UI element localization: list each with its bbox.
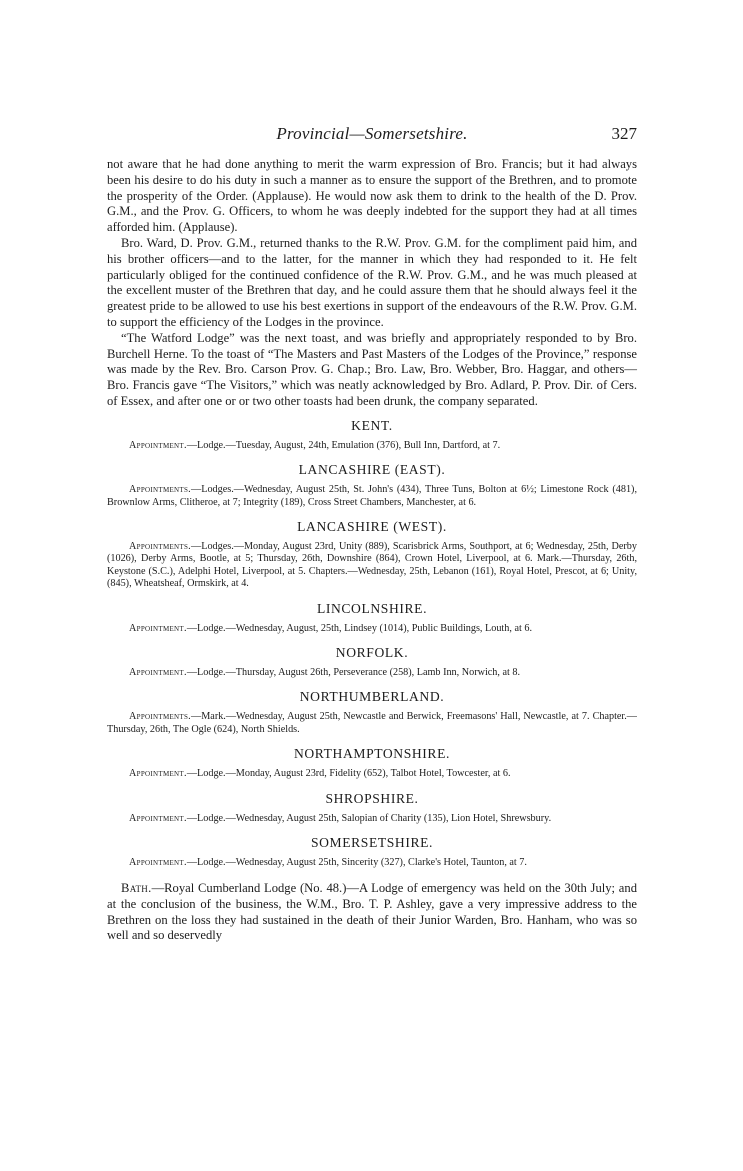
appointment-label: Appointments. [129,540,192,552]
appointment-text: —Lodge.—Tuesday, August, 24th, Emulation (376), Bull Inn, Dartford, at 7. [186,439,501,451]
appointment-text: —Lodges.—Monday, August 23rd, Unity (889), Scarisbrick Arms, Southport, at 6; Wednesday, 25th, Derby (1026), Derby Arms, Bootle, at 5; Thursday, 26th, Downshire (864), Crown Hotel, Liverpool, at 6. Mark.—Thursday, 26th, Keystone (S.C.), Adelphi Hotel, Liverpool, at 5. Chapters.—Wednesday, 25th, Lebanon (161), Royal Hotel, Prescot, at 6; Unity, (845), Wheatsheaf, Ormskirk, at 4. [107,540,637,590]
appointment-label: Appointment. [129,768,187,780]
appointment-label: Appointment. [129,667,187,678]
section-heading-somersetshire: SOMERSETSHIRE. [310,835,434,851]
appointment-text: —Lodge.—Wednesday, August 25th, Salopian of Charity (135), Lion Hotel, Shrewsbury. [186,812,552,824]
section-heading-norfolk: NORFOLK. [335,645,409,660]
appointment-lancashire-west [107,541,637,591]
appointment-text: —Lodges.—Wednesday, August 25th, St. John's (434), Three Tuns, Bolton at 6½; Limestone Rock (481), Brownlow Arms, Clitheroe, at 7; Integrity (189), Cross Street Chambers, Manchester, at 6. [107,484,637,508]
page-body [107,157,637,944]
section-heading-northamptonshire: NORTHAMPTONSHIRE. [293,746,451,762]
section-heading-kent: KENT. [351,417,393,433]
paragraph-text: —Royal Cumberland Lodge (No. 48.)—A Lodge of emergency was held on the 30th July; and at the conclusion of the business, the W.M., Bro. T. P. Ashley, gave a very impressive address to the Brethren on the loss they had sustained in the death of their Junior Warden, Bro. Hanham, who was so well and so deservedly [107,881,637,943]
section-heading-northumberland: NORTHUMBERLAND. [299,689,445,705]
paragraph-watford-lodge: “The Watford Lodge” was the next toast, and was briefly and appropriately responded to by Bro. Burchell Herne. To the toast of “The Masters and Past Masters of the Lodges of the Province,” response was made by the Rev. Bro. Carson Prov. G. Chap.; Bro. Law, Bro. Webber, Bro. Haggar, and others—Bro. Francis gave “The Visitors,” which was neatly acknowledged by Bro. Adlard, P. Prov. Dir. of Cers. of Essex, and after one or or two other toasts had been drunk, the company separated. [107,330,637,408]
appointment-northumberland [107,711,637,736]
appointment-label: Appointments. [129,484,192,496]
running-title: Provincial—Somersetshire. [276,124,468,143]
paragraph-continued: not aware that he had done anything to merit the warm expression of Bro. Francis; but it had always been his desire to do his duty in such a manner as to ensure the support of the Brethren, and to promote the prosperity of the Order. (Applause). He would now ask them to drink to the health of the D. Prov. G.M., and the Prov. G. Officers, to whom he was deeply indebted for the support they had at all times afforded him. (Applause). [107,157,637,235]
page-header [107,124,637,146]
paragraph-ward-reply: Bro. Ward, D. Prov. G.M., returned thanks to the R.W. Prov. G.M. for the compliment paid him, and his brother officers—and to the latter, for the manner in which they had responded to it. He felt particularly obliged for the continued confidence of the R.W. Prov. G.M., and he was much pleased at the excellent muster of the Brethren that day, and he could assure them that he should always feel it the greatest pride to be allowed to use his best exertions in support of the endeavours of the R.W. Prov. G.M. to support the efficiency of the Lodges in the province. [107,235,637,329]
page-number: 327 [611,124,637,143]
appointment-text: —Lodge.—Thursday, August 26th, Perseverance (258), Lamb Inn, Norwich, at 8. [186,667,521,678]
paragraph-bath-lodge [107,881,637,943]
appointment-text: —Lodge.—Wednesday, August, 25th, Lindsey (1014), Public Buildings, Louth, at 6. [186,622,532,634]
appointment-shropshire [107,813,637,825]
section-heading-lancashire-east: LANCASHIRE (EAST). [298,462,446,478]
appointment-label: Appointment. [129,812,187,824]
appointment-label: Appointment. [129,622,187,634]
appointment-text: —Mark.—Wednesday, August 25th, Newcastle and Berwick, Freemasons' Hall, Newcastle, at 7. Chapter.—Thursday, 26th, The Ogle (624), North Shields. [107,711,637,735]
section-heading-lancashire-west: LANCASHIRE (WEST). [297,518,447,534]
appointment-text: —Lodge.—Monday, August 23rd, Fidelity (652), Talbot Hotel, Towcester, at 6. [186,768,511,780]
appointment-lancashire-east [107,484,637,509]
appointment-label: Appointment. [129,439,187,451]
appointment-somersetshire [107,857,637,869]
section-heading-shropshire: SHROPSHIRE. [325,790,419,806]
section-heading-lincolnshire: LINCOLNSHIRE. [316,600,428,616]
appointment-lincolnshire [107,623,637,635]
appointment-norfolk [107,667,637,679]
appointment-label: Appointment. [129,857,187,869]
appointment-kent [107,440,637,452]
appointment-text: —Lodge.—Wednesday, August 25th, Sincerity (327), Clarke's Hotel, Taunton, at 7. [186,857,527,869]
appointment-northamptonshire [107,768,637,780]
appointment-label: Appointments. [129,711,192,723]
place-label: Bath. [121,881,152,896]
